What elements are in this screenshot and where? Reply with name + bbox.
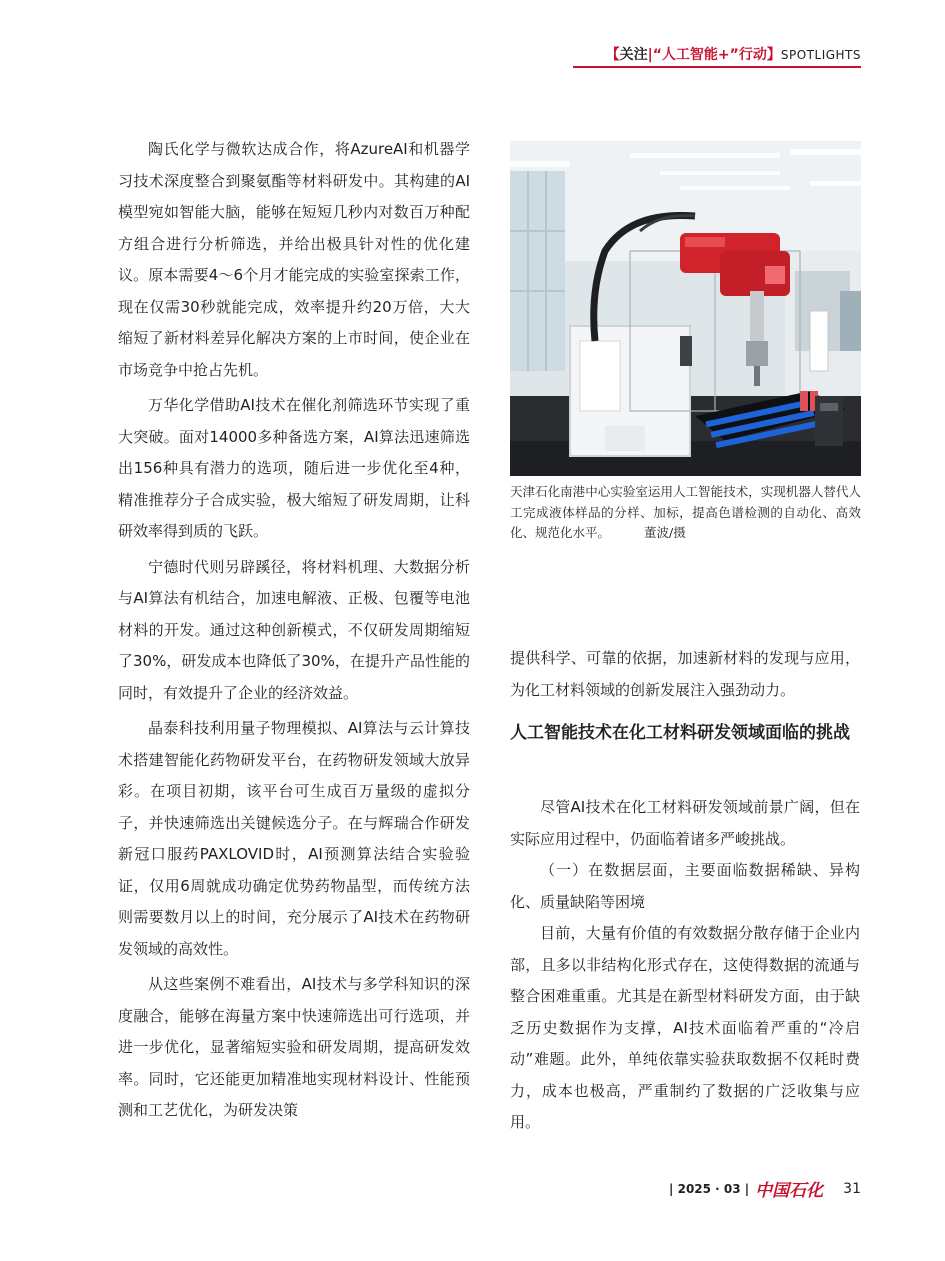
photo-credit: 董波/摄 (644, 525, 686, 540)
paragraph: 尽管AI技术在化工材料研发领域前景广阔，但在实际应用过程中，仍面临着诸多严峻挑战。 (510, 798, 860, 848)
header-english: SPOTLIGHTS (780, 48, 861, 62)
paragraph: 提供科学、可靠的依据，加速新材料的发现与应用，为化工材料领域的创新发展注入强劲动力。 (510, 649, 860, 699)
lab-robot-photo (510, 141, 861, 476)
paragraph: 目前，大量有价值的有效数据分散存储于企业内部，且多以非结构化形式存在，这使得数据的流通与整合困难重重。尤其是在新型材料研发方面，由于缺乏历史数据作为支撑，AI技术面临着严重的“冷启动”难题。此外，单纯依靠实验获取数据不仅耗时费力，成本也极高，严重制约了数据的广泛收集与应用。 (510, 924, 860, 1131)
subheading: （一）在数据层面，主要面临数据稀缺、异构化、质量缺陷等困境 (510, 861, 860, 911)
paragraph: 陶氏化学与微软达成合作，将AzureAI和机器学习技术深度整合到聚氨酯等材料研发中。其构建的AI模型宛如智能大脑，能够在短短几秒内对数百万种配方组合进行分析筛选，并给出极具针对性的优化建议。原本需要4～6个月才能完成的实验室探索工作，现在仅需30秒就能完成，效率提升约20万倍，大大缩短了新材料差异化解决方案的上市时间，使企业在市场竞争中抢占先机。 (118, 140, 470, 379)
header-separator: | (647, 47, 653, 63)
running-header (606, 44, 861, 64)
paragraph: 从这些案例不难看出，AI技术与多学科知识的深度融合，能够在海量方案中快速筛选出可行选项，并进一步优化，显著缩短实验和研发周期，提高研发效率。同时，它还能更加精准地实现材料设计、性能预测和工艺优化，为研发决策 (118, 975, 470, 1119)
paragraph: 晶泰科技利用量子物理模拟、AI算法与云计算技术搭建智能化药物研发平台，在药物研发领域大放异彩。在项目初期，该平台可生成百万量级的虚拟分子，并快速筛选出关键候选分子。在与辉瑞合作研发新冠口服药PAXLOVID时，AI预测算法结合实验验证，仅用6周就成功确定优势药物晶型，而传统方法则需要数月以上的时间，充分展示了AI技术在药物研发领域的高效性。 (118, 719, 470, 958)
paragraph: 万华化学借助AI技术在催化剂筛选环节实现了重大突破。面对14000多种备选方案，AI算法迅速筛选出156种具有潜力的选项，随后进一步优化至4种，精准推荐分子合成实验，极大缩短了研发周期，让科研效率得到质的飞跃。 (118, 396, 470, 540)
header-bracket-close: 】 (766, 47, 781, 63)
photo-caption (510, 482, 861, 544)
right-column-continuation (510, 643, 860, 710)
right-column (510, 792, 860, 1139)
page-number: 31 (843, 1180, 861, 1197)
header-bracket-open: 【 (605, 47, 620, 63)
paragraph: 宁德时代则另辟蹊径，将材料机理、大数据分析与AI算法有机结合，加速电解液、正极、包覆等电池材料的开发。通过这种创新模式，不仅研发周期缩短了30%，研发成本也降低了30%，在提升产品性能的同时，有效提升了企业的经济效益。 (118, 557, 470, 702)
issue-number: | 2025 · 03 | (669, 1181, 750, 1196)
magazine-logo: 中国石化 (755, 1181, 824, 1201)
left-column (118, 134, 470, 1131)
header-topic: “人工智能+”行动 (652, 47, 767, 63)
caption-text: 天津石化南港中心实验室运用人工智能技术，实现机器人替代人工完成液体样品的分样、加标，提高色谱检测的自动化、高效化、规范化水平。 (510, 484, 861, 540)
header-section: 关注 (619, 47, 648, 63)
section-heading: 人工智能技术在化工材料研发领域面临的挑战 (510, 723, 850, 743)
header-rule (573, 66, 861, 68)
page-footer (669, 1176, 861, 1201)
